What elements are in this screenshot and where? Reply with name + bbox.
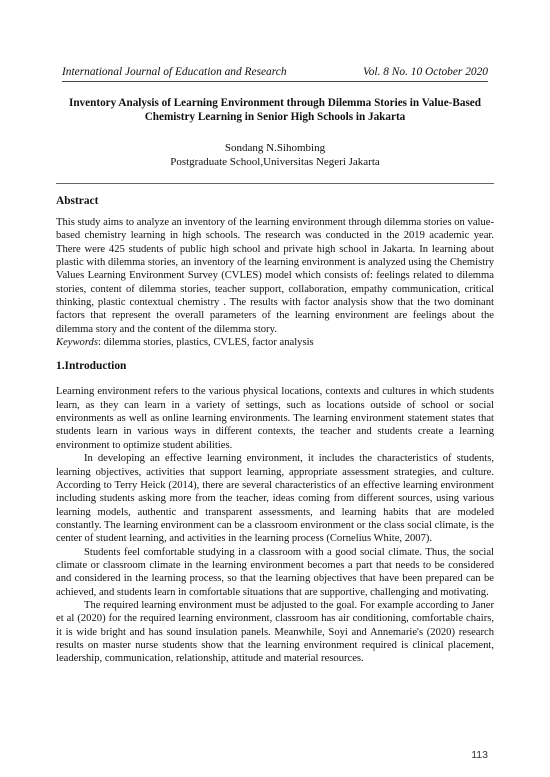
intro-paragraph-4: The required learning environment must be adjusted to the goal. For example according to Janer et al (2020) for the required learning environment, classroom has air conditioning, comfortable chairs, it is wide bright and has sound insulation panels. Meanwhile, Soyi and Annemarie's (2020) research results on master nurse students show that the learning environment required is clinical placement, leadership, communication, relationship, attitude and material resources. [56, 599, 494, 665]
introduction-heading: 1.Introduction [56, 360, 127, 373]
keywords-line [56, 336, 494, 349]
page-number: 113 [471, 749, 488, 761]
paper-title: Inventory Analysis of Learning Environment through Dilemma Stories in Value-Based Chemistry Learning in Senior High Schools in Jakarta [68, 97, 481, 123]
abstract-heading: Abstract [56, 195, 99, 207]
intro-paragraph-1: Learning environment refers to the various physical locations, contexts and cultures in which students learn, as they can learn in a variety of settings, such as locations outside of school or social environments as well as online learning environments. The learning environment statement states that students learn in various ways in different contexts, the teacher and students create a learning environment to optimize student abilities. [56, 386, 494, 451]
keywords-label: Keywords [56, 337, 98, 349]
volume-info: Vol. 8 No. 10 October 2020 [363, 66, 488, 78]
author-affiliation: Postgraduate School,Universitas Negeri Jakarta [170, 156, 380, 168]
running-header [62, 66, 488, 82]
content [56, 96, 494, 666]
keywords-list: : dilemma stories, plastics, CVLES, factor analysis [97, 337, 314, 349]
abstract-text: This study aims to analyze an inventory of the learning environment through dilemma stories on value-based chemistry learning in high schools. The research was conducted in the 2019 academic year. There were 425 students of public high school and private high school in Jakarta. In learning about plastic with dilemma stories, an inventory of the learning environment is analyzed using the Chemistry Values Learning Environment Survey (CVLES) model which consists of: feelings related to dilemma stories, content of dilemma stories, teacher support, collaboration, empathy communication, critical thinking, plastic contextual chemistry . The results with factor analysis show that the two dominant factors that represent the overall parameters of the learning environment are feelings about the dilemma story and the content of the dilemma story. [56, 217, 494, 335]
intro-paragraph-2: In developing an effective learning environment, it includes the characteristics of students, learning objectives, activities that support learning, appropriate assessment strategies, and culture. According to Terry Heick (2014), there are several characteristics of an effective learning environment including students asking more from the teacher, ideas coming from different sources, using various learning models, authentic and transparent assessments, and learning habits that are modeled constantly. The learning environment can be a classroom environment or the class social climate, is the center of student learning, and activities in the learning process (Cornelius White, 2007). [56, 453, 494, 545]
section-divider [56, 183, 494, 184]
journal-name: International Journal of Education and Research [62, 66, 287, 78]
author-name: Sondang N.Sihombing [224, 142, 326, 154]
intro-paragraph-3: Students feel comfortable studying in a classroom with a good social climate. Thus, the social climate or classroom climate in the learning environment becomes a part that needs to be considered and considered in the learning process, so that the learning objectives that have been prepared can be achieved, and students learn in comfortable situations that are supportive, challenging and motivating. [56, 546, 494, 598]
